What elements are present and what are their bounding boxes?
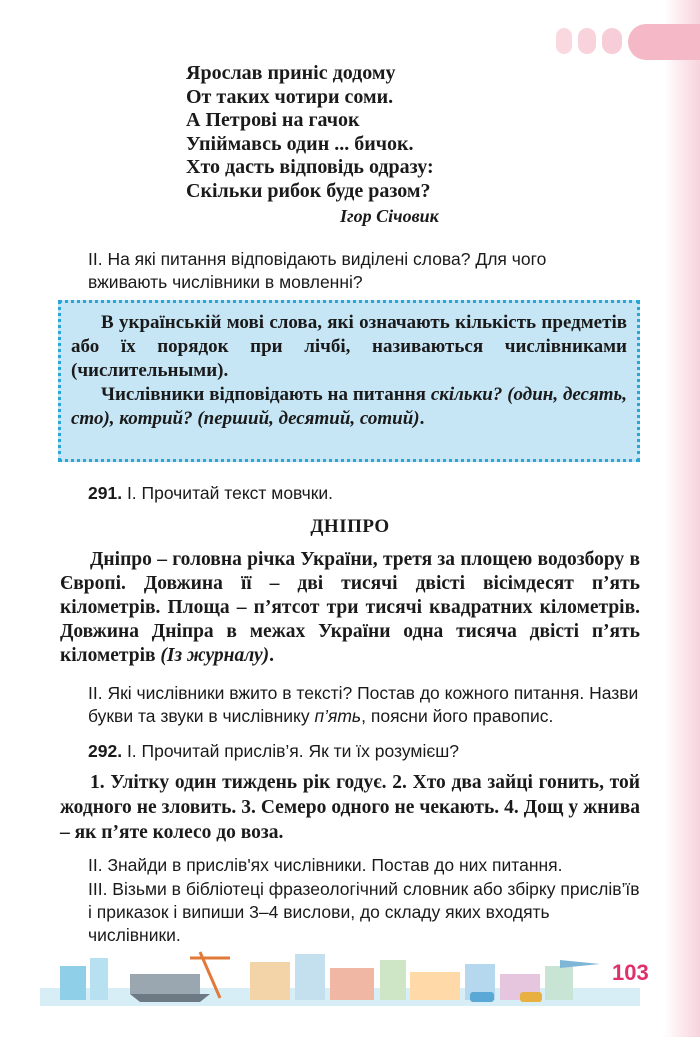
poem-line: Хто дасть відповідь одразу: [186, 156, 434, 178]
exercise-292-task-2: ІІ. Знайди в прислів'ях числівники. Постав до них питання. [88, 855, 563, 875]
dnipro-paragraph: Дніпро – головна річка України, третя за площею водозбору в Європі. Довжина її – дві тисячі двісті вісімдесят п’ять кілометрів. Площа – п’ятсот три тисячі квадратних кілометрів. Довжина Дніпра в межах України одна тисяча двісті п’ять кілометрів [60, 549, 640, 666]
dnipro-paragraph-end: . [269, 645, 275, 666]
task-text: ІІ. Які числівники вжито в тексті? Постав до кожного питання. Назви букви та звуки в числівнику [88, 683, 639, 726]
city-illustration [40, 948, 640, 1006]
poem-line: Ярослав приніс додому [186, 62, 396, 84]
dnipro-text [60, 548, 640, 668]
poem-line: А Петрові на гачок [186, 109, 360, 131]
poem-line: От таких чотири соми. [186, 85, 394, 108]
text-source: (Із журналу) [160, 645, 270, 666]
proverbs-text [60, 770, 640, 845]
task-word: п’ять [314, 706, 362, 726]
rule-text: В українській мові слова, які означають кількість предметів або їх порядок при лічбі, називаються [71, 312, 627, 357]
rule-paragraph-1 [71, 311, 627, 383]
task-ii-questions [88, 248, 640, 294]
exercise-instruction: І. Прочитай прислів’я. Як ти їх розумієш? [126, 741, 460, 761]
rule-examples: скільки? (один, десять, сто), котрий? (перший, десятий, сотий) [71, 384, 627, 429]
poem-line: Упіймавсь один ... бичок. [186, 132, 414, 155]
task-text: , поясни його правопис. [361, 706, 554, 726]
rule-text: Числівники відповідають на питання [101, 384, 431, 405]
rule-text: (числительными). [71, 360, 229, 381]
text-title: ДНІПРО [310, 516, 390, 537]
poem-line: Скільки рибок буде разом? [186, 179, 431, 202]
exercise-291-header [88, 482, 640, 505]
page-number: 103 [612, 960, 649, 985]
exercise-292-task-3: ІІІ. Візьми в бібліотеці фразеологічний словник або збірку прислів’їв і приказок і випиши 3–4 вислови, до складу яких входять числівники. [88, 879, 640, 945]
poem-author: Ігор Січовик [340, 206, 439, 226]
task-ii-line: вживають числівники в мовленні? [88, 272, 363, 292]
task-ii-line: ІІ. На які питання відповідають виділені слова? Для чого [88, 249, 547, 269]
exercise-292-header [88, 740, 640, 763]
exercise-291-task-2 [88, 682, 640, 728]
exercise-instruction: І. Прочитай текст мовчки. [126, 483, 333, 503]
proverbs-paragraph: 1. Улітку один тиждень рік годує. 2. Хто два зайці гонить, той жодного не зловить. 3. Семеро одного не чекають. 4. Дощ у жнива – як п’яте колесо до воза. [60, 772, 640, 843]
rule-term: числівниками [504, 336, 627, 357]
poem [186, 62, 434, 203]
exercise-number: 291. [88, 483, 123, 503]
exercise-number: 292. [88, 741, 123, 761]
rule-box [58, 300, 640, 462]
rule-text: . [419, 408, 425, 429]
rule-paragraph-2 [71, 383, 627, 431]
